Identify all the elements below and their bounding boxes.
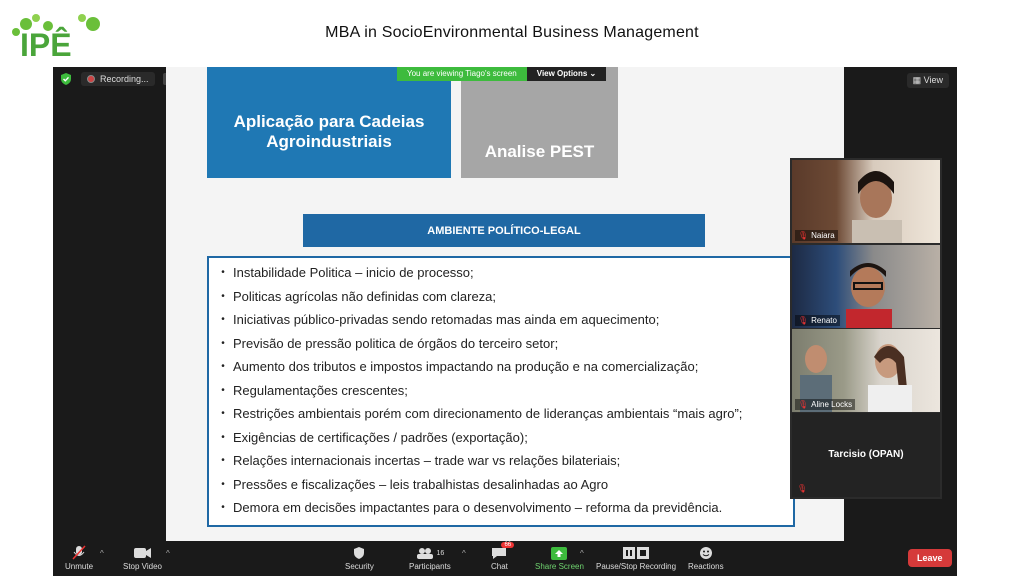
section-title: AMBIENTE POLÍTICO-LEGAL [303, 214, 705, 247]
shield-icon [353, 546, 365, 560]
video-options-caret[interactable]: ^ [166, 549, 170, 558]
participant-name: Tarcisio (OPAN) [828, 449, 904, 460]
reactions-label: Reactions [688, 562, 724, 571]
pause-stop-recording-button[interactable] [596, 544, 676, 571]
video-camera-icon [134, 547, 152, 559]
stop-video-button[interactable] [123, 544, 162, 571]
chat-label: Chat [491, 562, 508, 571]
mic-muted-icon: 🎙 [798, 231, 809, 240]
svg-text:IPÊ: IPÊ [20, 27, 72, 60]
participant-name: 🎙 Renato [795, 315, 840, 326]
list-item: • Relações internacionais incertas – trade war vs relações bilateriais; [221, 453, 621, 468]
stop-video-label: Stop Video [123, 562, 162, 571]
view-label: View [923, 75, 943, 85]
participants-options-caret[interactable]: ^ [462, 549, 466, 558]
view-button[interactable]: ▦ View [907, 73, 949, 88]
reactions-button[interactable] [688, 544, 724, 571]
participants-label: Participants [409, 562, 451, 571]
view-options-button[interactable]: View Options ⌄ [527, 67, 606, 81]
viewing-text: You are viewing Tiago's screen [397, 67, 527, 81]
participants-button[interactable] [409, 544, 451, 571]
participants-icon [416, 547, 434, 559]
mic-muted-icon: 🎙 [797, 484, 808, 493]
security-button[interactable] [345, 544, 374, 571]
participant-name: 🎙 Aline Locks [795, 399, 855, 410]
list-item: • Restrições ambientais porém com direcionamento de lideranças ambientais “mais agro”; [221, 406, 743, 421]
security-label: Security [345, 562, 374, 571]
list-item: • Iniciativas público-privadas sendo retomadas mas ainda em aquecimento; [221, 312, 660, 327]
list-item: • Aumento dos tributos e impostos impactando na produção e na comercialização; [221, 359, 699, 374]
participant-tile-aline[interactable] [792, 329, 940, 412]
slide-box-cadeias: Aplicação para Cadeias Agroindustriais [207, 67, 451, 178]
share-screen-icon [551, 547, 567, 560]
participant-gallery [790, 158, 942, 499]
participants-count: 16 [436, 549, 445, 557]
shield-icon[interactable] [59, 72, 73, 86]
list-item: • Politicas agrícolas não definidas com clareza; [221, 288, 497, 304]
recording-label: Recording... [100, 74, 149, 84]
mic-muted-icon: 🎙 [798, 316, 809, 325]
viewing-banner [397, 67, 606, 81]
chat-icon [491, 546, 507, 560]
smiley-icon [699, 546, 713, 560]
chat-button[interactable] [491, 542, 512, 571]
list-item: • Instabilidade Politica – inicio de processo; [221, 265, 474, 280]
list-item: • Demora em decisões impactantes para o desenvolvimento – reforma da previdência. [221, 500, 723, 515]
list-item: • Previsão de pressão politica de órgãos do terceiro setor; [221, 335, 559, 351]
meeting-toolbar [53, 541, 957, 576]
zoom-meeting-window [53, 67, 957, 576]
participant-name: 🎙 Naiara [795, 230, 838, 241]
leave-button[interactable]: Leave [908, 549, 952, 567]
participant-tile-renato[interactable] [792, 245, 940, 328]
course-title: MBA in SocioEnvironmental Business Management [325, 24, 699, 41]
list-item: • Pressões e fiscalizações – leis trabalhistas desalinhadas ao Agro [221, 476, 609, 492]
recording-indicator [81, 72, 155, 86]
list-item: • Exigências de certificações / padrões (exportação); [221, 429, 528, 445]
unmute-button[interactable] [65, 544, 93, 571]
chat-badge: 66 [501, 542, 514, 548]
share-screen-label: Share Screen [535, 562, 584, 571]
unmute-label: Unmute [65, 562, 94, 571]
list-item: • Regulamentações crescentes; [221, 382, 408, 398]
share-screen-button[interactable] [535, 544, 584, 571]
record-dot-icon [87, 75, 95, 83]
shared-screen [166, 67, 844, 541]
participant-tile-tarcisio[interactable] [792, 413, 940, 497]
slide-box-pest: Analise PEST [461, 67, 618, 178]
share-options-caret[interactable]: ^ [580, 549, 584, 558]
pause-recording-label: Pause/Stop Recording [596, 562, 677, 571]
pause-stop-icon [623, 547, 649, 559]
mic-muted-icon [72, 545, 86, 561]
audio-options-caret[interactable]: ^ [100, 549, 104, 558]
participant-tile-naiara[interactable] [792, 160, 940, 243]
bullet-list [207, 256, 795, 527]
mic-muted-icon: 🎙 [798, 400, 809, 409]
